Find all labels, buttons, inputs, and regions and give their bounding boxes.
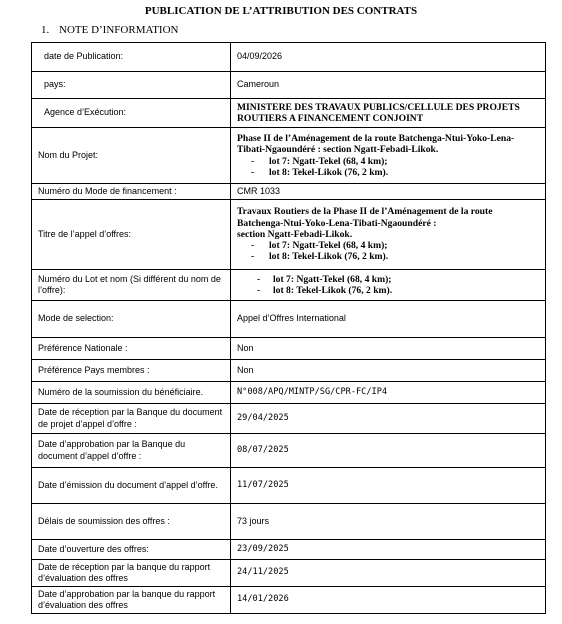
- table-row: [32, 382, 546, 404]
- tender-section: section Ngatt-Febadi-Likok.: [237, 228, 353, 240]
- section-number: 1.: [41, 24, 50, 36]
- table-row: [32, 72, 546, 99]
- row-value: Cameroun: [231, 72, 546, 99]
- row-label: date de Publication:: [32, 43, 231, 72]
- list-item: - lot 8: Tekel-Likok (76, 2 km).: [237, 251, 539, 262]
- info-table: [31, 42, 546, 614]
- section-label: NOTE D’INFORMATION: [59, 24, 179, 36]
- table-row: [32, 43, 546, 72]
- row-value: Non: [231, 360, 546, 382]
- row-value: CMR 1033: [231, 184, 546, 200]
- row-value: [231, 128, 546, 184]
- lot-list: [237, 156, 539, 178]
- table-row: [32, 540, 546, 560]
- list-item: - lot 8: Tekel-Likok (76, 2 km).: [237, 285, 539, 296]
- table-row: [32, 468, 546, 504]
- page-title: PUBLICATION DE L’ATTRIBUTION DES CONTRATS: [144, 5, 418, 17]
- table-row: [32, 404, 546, 434]
- row-label: Date de réception par la Banque du document de projet d’appel d’offre :: [32, 404, 231, 434]
- row-label: Préférence Pays membres :: [32, 360, 231, 382]
- row-value: N°008/APQ/MINTP/SG/CPR-FC/IP4: [231, 382, 546, 404]
- row-value: 73 jours: [231, 504, 546, 540]
- row-value: 29/04/2025: [231, 404, 546, 434]
- list-item: - lot 7: Ngatt-Tekel (68, 4 km);: [237, 156, 539, 167]
- row-value: 24/11/2025: [231, 560, 546, 587]
- table-row: [32, 270, 546, 301]
- row-label: Numéro du Lot et nom (Si différent du nom de l’offre):: [32, 270, 231, 301]
- table-row: [32, 184, 546, 200]
- row-value: [231, 270, 546, 301]
- row-label: pays:: [32, 72, 231, 99]
- table-row: [32, 360, 546, 382]
- row-label: Date d’approbation par la banque du rapport d’évaluation des offres: [32, 587, 231, 614]
- lot-list: [237, 240, 539, 262]
- list-item: - lot 7: Ngatt-Tekel (68, 4 km);: [237, 274, 539, 285]
- table-row: [32, 560, 546, 587]
- row-label: Nom du Projet:: [32, 128, 231, 184]
- row-value: 23/09/2025: [231, 540, 546, 560]
- row-value: Non: [231, 338, 546, 360]
- row-label: Préférence Nationale :: [32, 338, 231, 360]
- list-item: - lot 7: Ngatt-Tekel (68, 4 km);: [237, 240, 539, 251]
- table-row: [32, 99, 546, 128]
- row-value: 14/01/2026: [231, 587, 546, 614]
- row-label: Agence d’Exécution:: [32, 99, 231, 128]
- row-value: 04/09/2026: [231, 43, 546, 72]
- row-label: Numéro de la soumission du bénéficiaire.: [32, 382, 231, 404]
- table-row: [32, 200, 546, 270]
- row-label: Date d’émission du document d’appel d’offre.: [32, 468, 231, 504]
- section-heading: [41, 24, 178, 36]
- table-row: [32, 434, 546, 468]
- row-value: 11/07/2025: [231, 468, 546, 504]
- row-value: 08/07/2025: [231, 434, 546, 468]
- table-row: [32, 338, 546, 360]
- lot-list: [237, 274, 539, 296]
- row-label: Date de réception par la banque du rapport d’évaluation des offres: [32, 560, 231, 587]
- row-label: Mode de selection:: [32, 301, 231, 338]
- row-label: Date d’approbation par la Banque du document d’appel d’offre :: [32, 434, 231, 468]
- row-label: Numéro du Mode de financement :: [32, 184, 231, 200]
- row-value: [231, 200, 546, 270]
- row-label: Délais de soumission des offres :: [32, 504, 231, 540]
- row-label: Titre de l’appel d’offres:: [32, 200, 231, 270]
- row-value: Appel d’Offres International: [231, 301, 546, 338]
- list-item: - lot 8: Tekel-Likok (76, 2 km).: [237, 167, 539, 178]
- row-value: MINISTERE DES TRAVAUX PUBLICS/CELLULE DES PROJETS ROUTIERS A FINANCEMENT CONJOINT: [231, 99, 546, 128]
- tender-title: Travaux Routiers de la Phase II de l’Aménagement de la route Batchenga-Ntui-Yoko-Lena-Tibati-Ngaoundéré :: [237, 206, 493, 229]
- table-row: [32, 504, 546, 540]
- table-row: [32, 128, 546, 184]
- table-row: [32, 587, 546, 614]
- project-name: Phase II de l’Aménagement de la route Batchenga-Ntui-Yoko-Lena-Tibati-Ngaoundéré : section Ngatt-Febadi-Likok.: [237, 133, 515, 156]
- row-label: Date d’ouverture des offres:: [32, 540, 231, 560]
- table-row: [32, 301, 546, 338]
